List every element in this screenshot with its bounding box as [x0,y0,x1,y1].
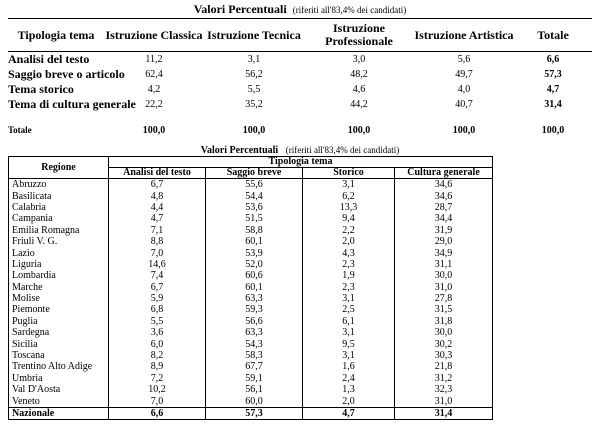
region-cell: 3,1 [303,350,395,361]
region-cell: 59,1 [206,373,303,384]
national-cell: 31,4 [395,407,493,419]
region-row [9,350,493,361]
region-name: Liguria [9,259,109,270]
region-row [9,247,493,258]
region-name: Lombardia [9,270,109,281]
region-cell: 1,9 [303,270,395,281]
table1-row [8,67,592,82]
national-row [9,407,493,419]
region-cell: 2,3 [303,282,395,293]
region-cell: 3,1 [303,327,395,338]
region-header: Regione [9,157,109,179]
table2-title: Valori Percentuali [200,145,279,156]
region-cell: 14,6 [109,259,206,270]
table2-header: Saggio breve [206,168,303,179]
region-cell: 31,8 [395,316,493,327]
region-cell: 3,1 [303,179,395,191]
table1-row [8,97,592,112]
table1-header: Istruzione Professionale [325,21,393,48]
region-cell: 6,8 [109,304,206,315]
region-cell: 6,7 [109,282,206,293]
region-cell: 59,3 [206,304,303,315]
region-cell: 54,4 [206,190,303,201]
table1-header: Istruzione Classica [105,27,203,42]
region-row [9,373,493,384]
region-cell: 34,4 [395,213,493,224]
region-cell: 6,2 [303,190,395,201]
region-name: Friuli V. G. [9,236,109,247]
region-name: Umbria [9,373,109,384]
region-name: Calabria [9,202,109,213]
region-name: Marche [9,282,109,293]
national-cell: 4,7 [303,407,395,419]
table1-subtitle: (riferiti all'83,4% dei candidati) [292,5,407,15]
region-cell: 7,2 [109,373,206,384]
region-cell: 6,1 [303,316,395,327]
region-cell: 2,3 [303,259,395,270]
table1-header: Tipologia tema [17,27,95,42]
region-cell: 60,0 [206,395,303,407]
region-cell: 8,9 [109,361,206,372]
table2-caption [0,145,600,156]
region-row [9,282,493,293]
table1-total-row [8,122,592,138]
region-name: Sicilia [9,338,109,349]
region-row [9,338,493,349]
region-cell: 56,6 [206,316,303,327]
table1-row [8,82,592,97]
region-cell: 8,2 [109,350,206,361]
table1-total-cell: 100,0 [541,124,565,136]
table1-cell: 35,2 [245,99,263,110]
group-header: Tipologia tema [109,157,493,168]
region-cell: 21,8 [395,361,493,372]
table1-cell: 11,2 [145,54,163,65]
table2-header: Analisi del testo [109,168,206,179]
region-row [9,304,493,315]
region-cell: 7,1 [109,225,206,236]
region-cell: 4,8 [109,190,206,201]
region-cell: 1,6 [303,361,395,372]
region-cell: 67,7 [206,361,303,372]
region-name: Campania [9,213,109,224]
region-row [9,236,493,247]
region-row [9,270,493,281]
table2-header: Storico [303,168,395,179]
region-name: Molise [9,293,109,304]
table1-total-cell: 100,0 [142,124,166,136]
region-cell: 32,3 [395,384,493,395]
table1-total-label: Totale [8,125,32,135]
table1-cell: 48,2 [350,69,368,80]
region-cell: 29,0 [395,236,493,247]
table1-cell: 56,2 [245,69,263,80]
region-row [9,225,493,236]
region-row [9,179,493,191]
region-cell: 55,6 [206,179,303,191]
region-cell: 51,5 [206,213,303,224]
region-cell: 31,0 [395,395,493,407]
school-type-table [8,18,592,138]
region-cell: 30,0 [395,327,493,338]
region-name: Trentino Alto Adige [9,361,109,372]
region-cell: 53,9 [206,247,303,258]
region-cell: 30,0 [395,270,493,281]
region-cell: 60,6 [206,270,303,281]
region-row [9,395,493,407]
region-cell: 2,5 [303,304,395,315]
region-cell: 60,1 [206,282,303,293]
region-name: Lazio [9,247,109,258]
table1-header: Istruzione Artistica [414,27,514,42]
region-name: Puglia [9,316,109,327]
table1-header: Totale [537,27,569,42]
region-cell: 34,6 [395,179,493,191]
region-cell: 5,9 [109,293,206,304]
table1-cell: 57,3 [544,69,562,80]
region-cell: 31,2 [395,373,493,384]
region-name: Abruzzo [9,179,109,191]
region-row [9,316,493,327]
region-cell: 31,0 [395,282,493,293]
table1-title: Valori Percentuali [193,2,287,16]
table1-row-label: Tema di cultura generale [8,97,136,111]
table1-cell: 4,7 [546,84,560,95]
region-cell: 5,5 [109,316,206,327]
region-name: Basilicata [9,190,109,201]
region-cell: 2,4 [303,373,395,384]
table1-total-cell: 100,0 [242,124,266,136]
region-cell: 52,0 [206,259,303,270]
table1-row-label: Saggio breve o articolo [8,67,125,81]
table1-cell: 62,4 [145,69,163,80]
region-cell: 3,1 [303,293,395,304]
national-label: Nazionale [9,407,109,419]
table1-row [8,52,592,68]
table1-total-cell: 100,0 [347,124,371,136]
table2-subtitle: (riferiti all'83,4% dei candidati) [285,145,400,155]
table2-group-row [9,157,493,168]
region-cell: 9,4 [303,213,395,224]
region-cell: 2,0 [303,395,395,407]
table1-cell: 4,0 [457,84,471,95]
region-name: Val D'Aosta [9,384,109,395]
region-cell: 30,2 [395,338,493,349]
table1-cell: 4,6 [352,84,366,95]
region-cell: 56,1 [206,384,303,395]
region-cell: 34,6 [395,190,493,201]
region-cell: 8,8 [109,236,206,247]
region-cell: 34,9 [395,247,493,258]
region-cell: 4,7 [109,213,206,224]
table1-cell: 31,4 [544,99,562,110]
table1-cell: 6,6 [546,54,560,65]
region-table [8,156,493,420]
region-cell: 53,6 [206,202,303,213]
table1-cell: 44,2 [350,99,368,110]
table1-cell: 5,6 [457,54,471,65]
region-cell: 2,2 [303,225,395,236]
region-cell: 7,0 [109,395,206,407]
table1-cell: 3,1 [247,54,261,65]
region-cell: 31,5 [395,304,493,315]
region-row [9,213,493,224]
table1-cell: 22,2 [145,99,163,110]
region-cell: 63,3 [206,293,303,304]
region-cell: 7,4 [109,270,206,281]
region-name: Toscana [9,350,109,361]
region-cell: 28,7 [395,202,493,213]
table2-header: Cultura generale [395,168,493,179]
region-cell: 6,0 [109,338,206,349]
table1-cell: 5,5 [247,84,261,95]
region-name: Sardegna [9,327,109,338]
region-cell: 2,0 [303,236,395,247]
region-cell: 31,9 [395,225,493,236]
national-cell: 57,3 [206,407,303,419]
region-name: Piemonte [9,304,109,315]
table1-caption [0,2,600,17]
region-cell: 4,3 [303,247,395,258]
region-cell: 54,3 [206,338,303,349]
region-cell: 30,3 [395,350,493,361]
region-row [9,202,493,213]
table1-spacer [8,112,592,122]
table1-row-label: Tema storico [8,82,74,96]
region-cell: 58,3 [206,350,303,361]
region-row [9,190,493,201]
region-name: Emilia Romagna [9,225,109,236]
region-cell: 27,8 [395,293,493,304]
region-cell: 31,1 [395,259,493,270]
region-row [9,259,493,270]
region-name: Veneto [9,395,109,407]
region-cell: 58,8 [206,225,303,236]
region-cell: 7,0 [109,247,206,258]
region-cell: 60,1 [206,236,303,247]
table1-total-cell: 100,0 [452,124,476,136]
table1-header-row [8,19,592,52]
region-cell: 9,5 [303,338,395,349]
table1-cell: 4,2 [147,84,161,95]
table1-cell: 40,7 [455,99,473,110]
national-cell: 6,6 [109,407,206,419]
region-row [9,327,493,338]
table1-cell: 49,7 [455,69,473,80]
table1-header: Istruzione Tecnica [207,27,301,42]
region-cell: 3,6 [109,327,206,338]
table1-row-label: Analisi del testo [8,52,90,66]
region-cell: 6,7 [109,179,206,191]
region-row [9,293,493,304]
region-row [9,384,493,395]
table1-cell: 3,0 [352,54,366,65]
region-cell: 10,2 [109,384,206,395]
region-cell: 13,3 [303,202,395,213]
region-cell: 63,3 [206,327,303,338]
region-row [9,361,493,372]
region-cell: 4,4 [109,202,206,213]
region-cell: 1,3 [303,384,395,395]
